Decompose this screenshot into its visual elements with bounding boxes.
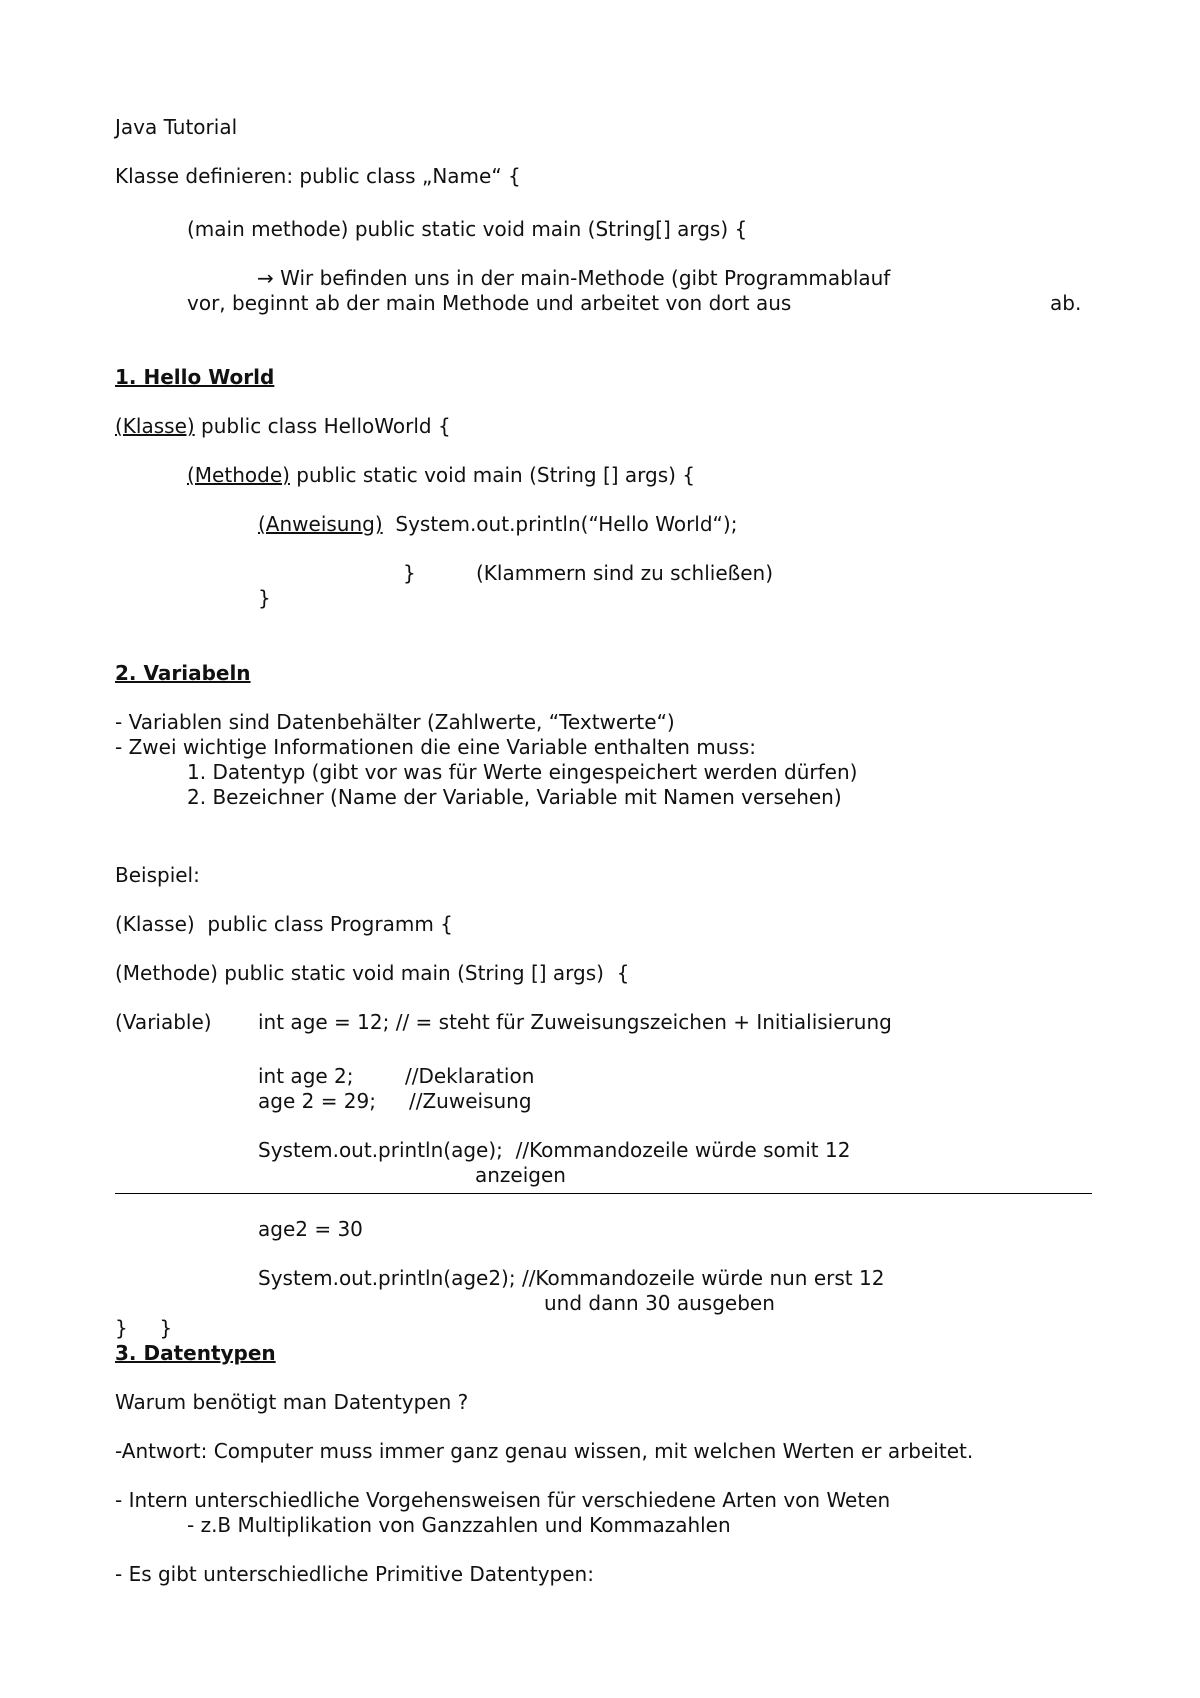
section1-heading: 1. Hello World — [115, 365, 275, 389]
main-method-line: (main methode) public static void main (String[] args) { — [187, 217, 748, 241]
main-note-line1: → Wir befinden uns in der main-Methode (gibt Programmablauf — [257, 266, 891, 290]
datatypes-answer: -Antwort: Computer muss immer ganz genau wissen, mit welchen Werten er arbeitet. — [115, 1439, 974, 1463]
close-brace-outer: } — [258, 586, 271, 610]
print-age2-line: System.out.println(age2); //Kommandozeile würde nun erst 12 — [258, 1266, 885, 1290]
variables-item2: 2. Bezeichner (Name der Variable, Variable mit Namen versehen) — [187, 785, 842, 809]
hello-statement-code: System.out.println(“Hello World“); — [382, 512, 738, 536]
example-method-line: (Methode) public static void main (String [] args) { — [115, 961, 630, 985]
print-age-line: System.out.println(age); //Kommandozeile würde somit 12 — [258, 1138, 851, 1162]
variables-item1: 1. Datentyp (gibt vor was für Werte eingespeichert werden dürfen) — [187, 760, 858, 784]
section2-heading: 2. Variabeln — [115, 661, 251, 685]
doc-title: Java Tutorial — [115, 115, 238, 139]
declaration-code: int age 2; — [258, 1064, 354, 1088]
variable-label: (Variable) — [115, 1010, 212, 1034]
datatypes-question: Warum benötigt man Datentypen ? — [115, 1390, 469, 1414]
declaration-comment: //Deklaration — [405, 1064, 535, 1088]
close-brace-inner: } — [403, 561, 416, 585]
hello-method-line — [187, 463, 695, 487]
datatypes-bullet1: - Intern unterschiedliche Vorgehensweisen für verschiedene Arten von Weten — [115, 1488, 891, 1512]
main-note-line2-end: ab. — [1050, 291, 1082, 315]
age2-assignment: age2 = 30 — [258, 1217, 363, 1241]
variables-bullet2: - Zwei wichtige Informationen die eine Variable enthalten muss: — [115, 735, 756, 759]
main-note-line2: vor, beginnt ab der main Methode und arbeitet von dort aus — [187, 291, 792, 315]
assignment-comment: //Zuweisung — [409, 1089, 532, 1113]
hello-class-code: public class HelloWorld { — [194, 414, 451, 438]
anweisung-label: (Anweisung) — [258, 512, 383, 536]
closing-braces: } } — [115, 1316, 173, 1340]
datatypes-bullet1-sub: - z.B Multiplikation von Ganzzahlen und Kommazahlen — [187, 1513, 731, 1537]
print-age2-continuation: und dann 30 ausgeben — [544, 1291, 775, 1315]
methode-label: (Methode) — [187, 463, 290, 487]
hello-statement-line — [258, 512, 737, 536]
hello-method-code: public static void main (String [] args) { — [289, 463, 696, 487]
variable-init-code: int age = 12; // = steht für Zuweisungszeichen + Initialisierung — [258, 1010, 892, 1034]
close-note: (Klammern sind zu schließen) — [476, 561, 774, 585]
example-class-line: (Klasse) public class Programm { — [115, 912, 453, 936]
assignment-code: age 2 = 29; — [258, 1089, 376, 1113]
hello-class-line — [115, 414, 451, 438]
variables-bullet1: - Variablen sind Datenbehälter (Zahlwerte, “Textwerte“) — [115, 710, 675, 734]
section3-heading: 3. Datentypen — [115, 1341, 276, 1365]
class-definition-line: Klasse definieren: public class „Name“ { — [115, 164, 521, 188]
example-label: Beispiel: — [115, 863, 200, 887]
datatypes-bullet2: - Es gibt unterschiedliche Primitive Datentypen: — [115, 1562, 594, 1586]
print-age-continuation: anzeigen — [475, 1163, 566, 1187]
horizontal-rule — [115, 1193, 1092, 1194]
klasse-label: (Klasse) — [115, 414, 195, 438]
